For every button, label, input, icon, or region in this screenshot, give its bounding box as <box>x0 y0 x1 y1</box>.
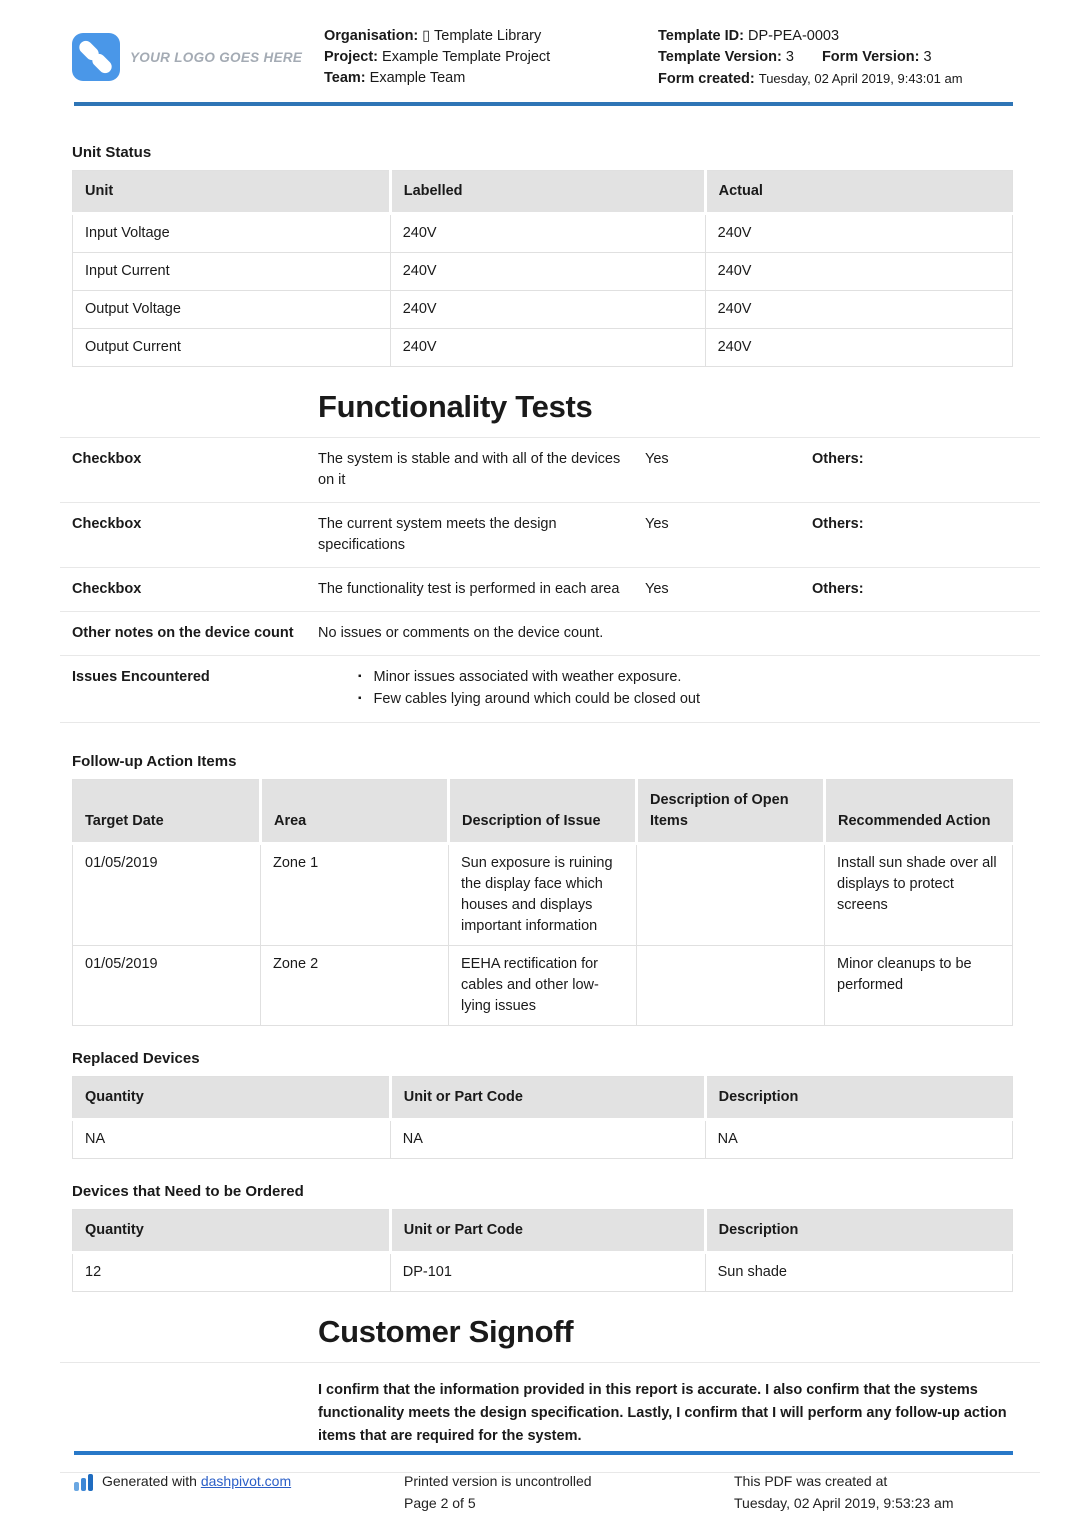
cell-labelled: 240V <box>390 329 705 367</box>
column-header: Quantity <box>73 1077 391 1120</box>
table-row <box>73 291 1013 329</box>
cell-part-code: DP-101 <box>390 1253 705 1292</box>
checkbox-row-others-label: Others: <box>812 581 864 597</box>
table-row <box>73 946 1013 1026</box>
team-line <box>324 68 658 89</box>
pdf-created-label: This PDF was created at <box>734 1473 888 1489</box>
checkbox-row-answer: Yes <box>645 451 669 467</box>
bullet-icon: ▪ <box>358 671 362 682</box>
footer-divider-rule <box>74 1451 1013 1455</box>
organisation-line <box>324 26 658 47</box>
checkbox-row-others-label: Others: <box>812 451 864 467</box>
ordered-devices-section <box>72 1183 1013 1292</box>
cell-description-of-issue: Sun exposure is ruining the display face which houses and displays important information <box>449 844 637 946</box>
footer-columns <box>72 1470 1013 1514</box>
column-header: Description of Issue <box>449 780 637 844</box>
form-created-label: Form created: <box>658 71 755 87</box>
checkbox-row-answer: Yes <box>645 516 669 532</box>
footer-created-info <box>734 1470 1013 1514</box>
column-header: Unit or Part Code <box>390 1077 705 1120</box>
template-id-value: DP-PEA-0003 <box>747 28 840 44</box>
header-template-info <box>658 24 1013 90</box>
form-created-line <box>658 68 1013 90</box>
cell-quantity: 12 <box>73 1253 391 1292</box>
checkbox-row <box>60 503 1040 568</box>
unit-status-title: Unit Status <box>72 144 152 161</box>
functionality-tests-heading: Functionality Tests <box>318 389 593 424</box>
table-row <box>73 329 1013 367</box>
company-logo-icon <box>72 33 120 81</box>
cell-open-items <box>637 844 825 946</box>
checkbox-row-description: The current system meets the design specifications <box>318 516 557 553</box>
unit-status-table <box>72 170 1013 367</box>
table-row <box>73 253 1013 291</box>
checkbox-row <box>60 438 1040 503</box>
table-row <box>73 844 1013 946</box>
cell-quantity: NA <box>73 1120 391 1159</box>
cell-unit: Output Current <box>73 329 391 367</box>
column-header: Area <box>261 780 449 844</box>
footer-printed-info <box>404 1470 734 1514</box>
organisation-label: Organisation: <box>324 28 419 44</box>
checkbox-row-answer: Yes <box>645 581 669 597</box>
cell-recommended-action: Minor cleanups to be performed <box>825 946 1013 1026</box>
checkbox-row <box>60 568 1040 612</box>
cell-description-of-issue: EEHA rectification for cables and other low-lying issues <box>449 946 637 1026</box>
logo-placeholder-text: YOUR LOGO GOES HERE <box>130 49 303 65</box>
cell-labelled: 240V <box>390 291 705 329</box>
list-item <box>318 667 1016 689</box>
other-notes-row <box>60 612 1040 656</box>
replaced-devices-section <box>72 1050 1013 1159</box>
page-header <box>0 0 1085 90</box>
followup-section <box>72 753 1013 1026</box>
header-project-info <box>324 24 658 90</box>
checkbox-row-label: Checkbox <box>72 451 142 467</box>
page-footer <box>72 1451 1013 1514</box>
cell-actual: 240V <box>705 253 1012 291</box>
form-created-value: Tuesday, 02 April 2019, 9:43:01 am <box>758 71 963 86</box>
other-notes-value: No issues or comments on the device count. <box>318 625 604 641</box>
issue-item-text: Minor issues associated with weather exposure. <box>373 669 682 685</box>
template-version-value: 3 <box>785 49 794 65</box>
checkbox-row-others-label: Others: <box>812 516 864 532</box>
cell-part-code: NA <box>390 1120 705 1159</box>
ordered-devices-title: Devices that Need to be Ordered <box>72 1183 304 1200</box>
team-label: Team: <box>324 70 366 86</box>
cell-unit: Input Voltage <box>73 214 391 253</box>
project-label: Project: <box>324 49 378 65</box>
column-header: Unit <box>73 171 391 214</box>
cell-labelled: 240V <box>390 214 705 253</box>
followup-table <box>72 779 1013 1026</box>
cell-actual: 240V <box>705 291 1012 329</box>
table-row <box>73 1120 1013 1159</box>
column-header: Labelled <box>390 171 705 214</box>
cell-description: NA <box>705 1120 1012 1159</box>
cell-actual: 240V <box>705 329 1012 367</box>
table-row <box>73 1253 1013 1292</box>
cell-target-date: 01/05/2019 <box>73 844 261 946</box>
issues-list <box>318 667 1040 711</box>
bullet-icon: ▪ <box>358 693 362 704</box>
generated-prefix: Generated with <box>102 1473 201 1489</box>
pdf-created-timestamp: Tuesday, 02 April 2019, 9:53:23 am <box>734 1495 954 1511</box>
checkbox-row-label: Checkbox <box>72 516 142 532</box>
project-line <box>324 47 658 68</box>
followup-title: Follow-up Action Items <box>72 753 237 770</box>
list-item <box>318 689 1016 711</box>
replaced-devices-table <box>72 1076 1013 1159</box>
cell-unit: Output Voltage <box>73 291 391 329</box>
template-id-label: Template ID: <box>658 28 744 44</box>
logo-area <box>72 24 324 90</box>
column-header: Recommended Action <box>825 780 1013 844</box>
organisation-value: ▯ Template Library <box>422 28 542 44</box>
generated-with-text <box>102 1470 291 1492</box>
cell-recommended-action: Install sun shade over all displays to protect screens <box>825 844 1013 946</box>
cell-description: Sun shade <box>705 1253 1012 1292</box>
issue-item-text: Few cables lying around which could be closed out <box>373 691 700 707</box>
dashpivot-link[interactable]: dashpivot.com <box>200 1473 292 1489</box>
printed-version-text: Printed version is uncontrolled <box>404 1473 592 1489</box>
cell-area: Zone 1 <box>261 844 449 946</box>
customer-signoff-heading: Customer Signoff <box>318 1314 574 1349</box>
page-number: Page 2 of 5 <box>404 1495 476 1511</box>
dashpivot-bars-icon <box>74 1470 93 1491</box>
form-version-value: 3 <box>923 49 932 65</box>
header-divider-rule <box>74 102 1013 106</box>
column-header: Target Date <box>73 780 261 844</box>
checkbox-row-description: The system is stable and with all of the devices on it <box>318 451 621 488</box>
unit-status-section <box>72 144 1013 367</box>
footer-generated <box>72 1470 404 1514</box>
form-version-label: Form Version: <box>821 49 920 65</box>
cell-actual: 240V <box>705 214 1012 253</box>
template-id-line <box>658 26 1013 47</box>
signoff-confirmation-statement: I confirm that the information provided in this report is accurate. I also confirm that the systems functionality meets the design specification. Lastly, I confirm that I will perform any follow-up action items that are required for the system. <box>318 1382 1007 1444</box>
column-header: Description <box>705 1210 1012 1253</box>
table-row <box>73 214 1013 253</box>
issues-encountered-row <box>60 656 1040 723</box>
table-header-row <box>73 171 1013 214</box>
column-header: Description <box>705 1077 1012 1120</box>
column-header: Actual <box>705 171 1012 214</box>
table-header-row <box>73 1077 1013 1120</box>
template-version-label: Template Version: <box>658 49 782 65</box>
project-value: Example Template Project <box>382 49 551 65</box>
column-header: Unit or Part Code <box>390 1210 705 1253</box>
cell-open-items <box>637 946 825 1026</box>
cell-unit: Input Current <box>73 253 391 291</box>
checkbox-row-description: The functionality test is performed in each area <box>318 581 620 597</box>
versions-line <box>658 47 1013 68</box>
cell-area: Zone 2 <box>261 946 449 1026</box>
other-notes-label: Other notes on the device count <box>72 625 294 641</box>
issues-encountered-label: Issues Encountered <box>72 669 210 685</box>
checkbox-row-label: Checkbox <box>72 581 142 597</box>
table-header-row <box>73 1210 1013 1253</box>
team-value: Example Team <box>369 70 466 86</box>
column-header: Description of Open Items <box>637 780 825 844</box>
column-header: Quantity <box>73 1210 391 1253</box>
cell-labelled: 240V <box>390 253 705 291</box>
cell-target-date: 01/05/2019 <box>73 946 261 1026</box>
replaced-devices-title: Replaced Devices <box>72 1050 200 1067</box>
table-header-row <box>73 780 1013 844</box>
ordered-devices-table <box>72 1209 1013 1292</box>
functionality-tests-rows <box>60 437 1040 723</box>
